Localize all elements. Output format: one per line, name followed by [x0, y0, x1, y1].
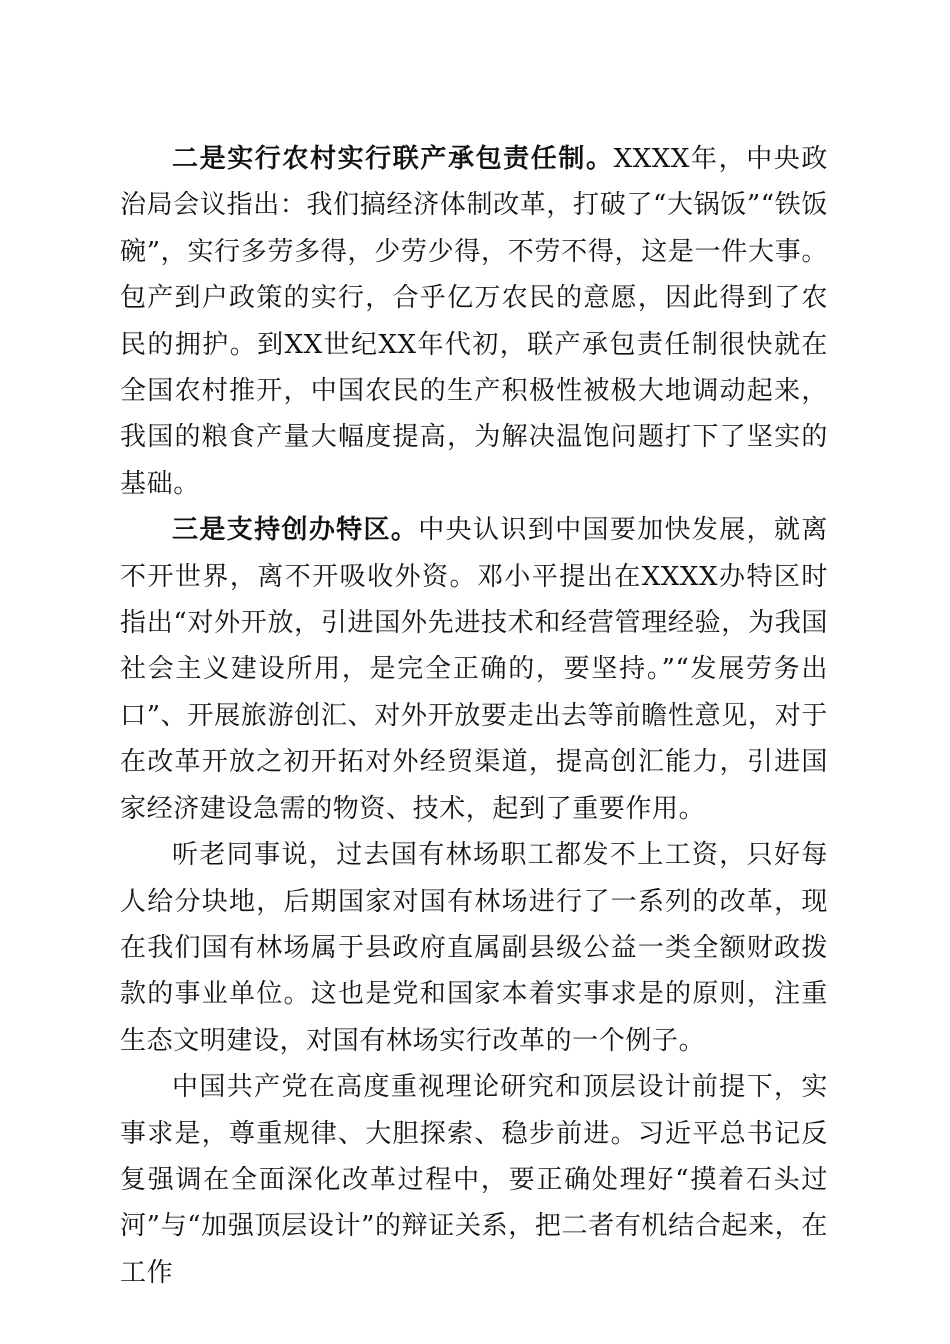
paragraph-rural-contract — [120, 136, 828, 507]
paragraph-text: 听老同事说，过去国有林场职工都发不上工资，只好每人给分块地，后期国家对国有林场进行了一系列的改革，现在我们国有林场属于县政府直属副县级公益一类全额财政拨款的事业单位。这也是党和国家本着实事求是的原则，注重生态文明建设，对国有林场实行改革的一个例子。 — [120, 840, 828, 1056]
document-body — [120, 136, 828, 1296]
paragraph-lead: 二是实行农村实行联产承包责任制。 — [172, 144, 614, 174]
paragraph-top-level-design — [120, 1064, 828, 1296]
paragraph-forest-farm — [120, 832, 828, 1064]
paragraph-text: 中央认识到中国要加快发展，就离不开世界，离不开吸收外资。邓小平提出在XXXX办特区时指出“对外开放，引进国外先进技术和经营管理经验，为我国社会主义建设所用，是完全正确的，要坚持。”“发展劳务出口”、开展旅游创汇、对外开放要走出去等前瞻性意见，对于在改革开放之初开拓对外经贸渠道，提高创汇能力，引进国家经济建设急需的物资、技术，起到了重要作用。 — [120, 515, 828, 824]
paragraph-text: 中国共产党在高度重视理论研究和顶层设计前提下，实事求是，尊重规律、大胆探索、稳步前进。习近平总书记反复强调在全面深化改革过程中，要正确处理好“摸着石头过河”与“加强顶层设计”的辩证关系，把二者有机结合起来，在工作 — [120, 1072, 828, 1288]
paragraph-text: XXXX年，中央政治局会议指出：我们搞经济体制改革，打破了“大锅饭”“铁饭碗”，实行多劳多得，少劳少得，不劳不得，这是一件大事。包产到户政策的实行，合乎亿万农民的意愿，因此得到了农民的拥护。到XX世纪XX年代初，联产承包责任制很快就在全国农村推开，中国农民的生产积极性被极大地调动起来，我国的粮食产量大幅度提高，为解决温饱问题打下了坚实的基础。 — [120, 144, 828, 499]
paragraph-special-zones — [120, 507, 828, 832]
paragraph-lead: 三是支持创办特区。 — [172, 515, 419, 546]
